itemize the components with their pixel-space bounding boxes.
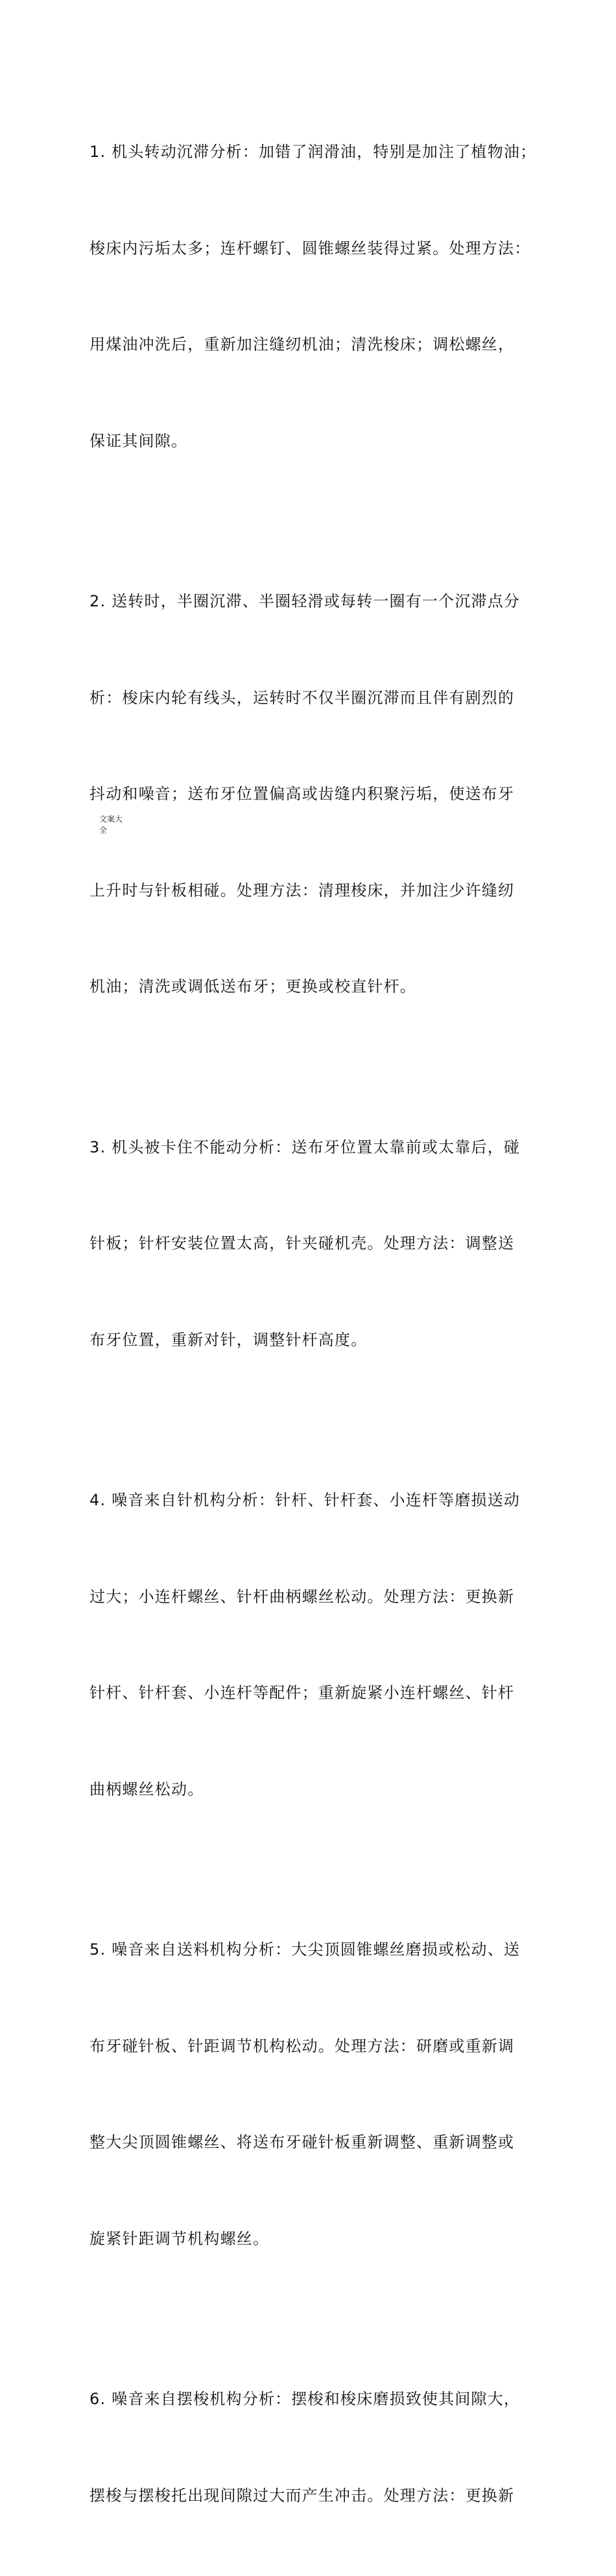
- footer-text: 文案大: [99, 815, 123, 824]
- document-body: [89, 72, 537, 2576]
- text-line: 摆梭与摆梭托出现间隙过大而产生冲击。处理方法：更换新: [89, 2486, 515, 2505]
- text-line: 梭床内污垢太多；连杆螺钉、圆锥螺丝装得过紧。处理方法：: [89, 239, 531, 257]
- page-footer: [99, 814, 138, 836]
- text-line: 针杆、针杆套、小连杆等配件；重新旋紧小连杆螺丝、针杆: [89, 1684, 515, 1702]
- text-line: 整大尖顶圆锥螺丝、将送布牙碰针板重新调整、重新调整或: [89, 2133, 515, 2151]
- paragraph-1: [89, 72, 537, 521]
- paragraph-4: [89, 1420, 537, 1870]
- text-line: 布牙碰针板、针距调节机构松动。处理方法：研磨或重新调: [89, 2036, 515, 2055]
- text-line: 针板；针杆安装位置太高，针夹碰机壳。处理方法：调整送: [89, 1234, 515, 1252]
- paragraph-2: [89, 521, 537, 1067]
- text-line: 4. 噪音来自针机构分析：针杆、针杆套、小连杆等磨损送动: [89, 1491, 521, 1509]
- text-line: 机油；清洗或调低送布牙；更换或校直针杆。: [89, 977, 416, 996]
- paragraph-3: [89, 1067, 537, 1421]
- paragraph-5: [89, 1870, 537, 2319]
- text-line: 上升时与针板相碰。处理方法：清理梭床，并加注少许缝纫: [89, 881, 515, 900]
- footer-text: 全: [99, 826, 108, 835]
- text-line: 布牙位置，重新对针，调整针杆高度。: [89, 1330, 368, 1349]
- text-line: 过大；小连杆螺丝、针杆曲柄螺丝松动。处理方法：更换新: [89, 1587, 515, 1606]
- text-line: 用煤油冲洗后，重新加注缝纫机油；清洗梭床；调松螺丝，: [89, 335, 515, 353]
- text-line: 5. 噪音来自送料机构分析：大尖顶圆锥螺丝磨损或松动、送: [89, 1940, 521, 1959]
- text-line: 旋紧针距调节机构螺丝。: [89, 2229, 270, 2248]
- paragraph-6: [89, 2319, 537, 2576]
- text-line: 6. 噪音来自摆梭机构分析：摆梭和梭床磨损致使其间隙大，: [89, 2390, 521, 2408]
- text-line: 3. 机头被卡住不能动分析：送布牙位置太靠前或太靠后，碰: [89, 1138, 521, 1156]
- text-line: 析：梭床内轮有线头，运转时不仅半圈沉滞而且伴有剧烈的: [89, 688, 515, 707]
- text-line: 2. 送转时，半圈沉滞、半圈轻滑或每转一圈有一个沉滞点分: [89, 592, 521, 610]
- text-line: 保证其间隙。: [89, 431, 188, 450]
- text-line: 1. 机头转动沉滞分析：加错了润滑油，特别是加注了植物油；: [89, 143, 537, 161]
- text-line: 抖动和噪音；送布牙位置偏高或齿缝内积聚污垢，使送布牙: [89, 785, 515, 803]
- text-line: 曲柄螺丝松动。: [89, 1780, 204, 1798]
